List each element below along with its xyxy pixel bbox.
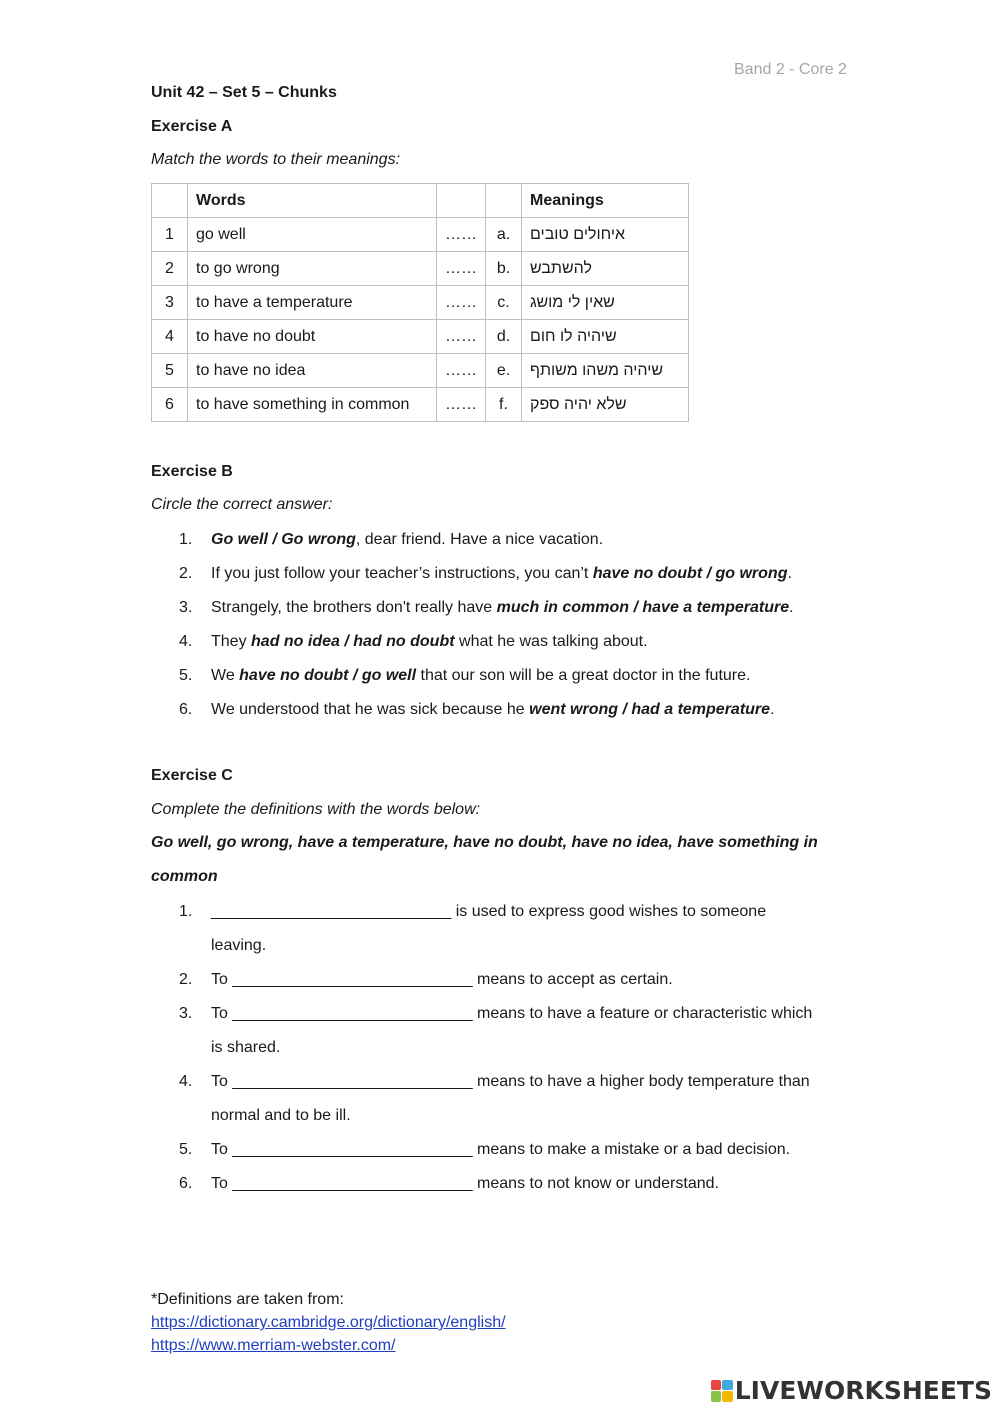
list-item: 6. We understood that he was sick because he went wrong / had a temperature.: [179, 701, 775, 718]
exercise-b-heading: Exercise B: [151, 463, 233, 480]
list-item: [151, 963, 851, 997]
table-row: [152, 286, 689, 320]
table-row: [152, 388, 689, 422]
table-row: [152, 252, 689, 286]
row-letter: f.: [486, 388, 522, 422]
exercise-b-instruction: Circle the correct answer:: [151, 496, 333, 513]
word-bank-line-1: Go well, go wrong, have a temperature, have no doubt, have no idea, have something in: [151, 834, 818, 851]
logo-icon: [711, 1380, 733, 1402]
col-words: Words: [188, 184, 437, 218]
answer-choice[interactable]: went wrong / had a temperature: [529, 701, 771, 718]
logo-text: LIVEWORKSHEETS: [734, 1376, 992, 1405]
definition-text-cont: leaving.: [211, 937, 267, 954]
row-word: go well: [188, 218, 437, 252]
col-meanings: Meanings: [522, 184, 689, 218]
band-label: Band 2 - Core 2: [734, 61, 847, 78]
definition-text[interactable]: To ___________________________ means to have a feature or characteristic which: [211, 1005, 813, 1022]
exercise-a-heading: Exercise A: [151, 118, 233, 135]
item-number: 1.: [179, 903, 193, 920]
list-item: 5. We have no doubt / go well that our son will be a great doctor in the future.: [179, 667, 751, 684]
row-letter: c.: [486, 286, 522, 320]
cambridge-link[interactable]: https://dictionary.cambridge.org/dictionary/english/: [151, 1314, 506, 1331]
merriam-webster-link[interactable]: https://www.merriam-webster.com/: [151, 1337, 396, 1354]
row-word: to have something in common: [188, 388, 437, 422]
row-letter: b.: [486, 252, 522, 286]
definition-text-cont: is shared.: [211, 1039, 281, 1056]
list-item: [151, 997, 851, 1065]
matching-table: [151, 183, 689, 422]
answer-choice[interactable]: much in common / have a temperature: [496, 599, 790, 616]
row-word: to go wrong: [188, 252, 437, 286]
list-item: [151, 1133, 851, 1167]
page-title: Unit 42 – Set 5 – Chunks: [151, 84, 337, 101]
row-num: 6: [152, 388, 188, 422]
exercise-c-list: [151, 895, 851, 1201]
row-num: 5: [152, 354, 188, 388]
definition-text[interactable]: To ___________________________ means to make a mistake or a bad decision.: [211, 1141, 791, 1158]
table-row: [152, 354, 689, 388]
definition-text[interactable]: To ___________________________ means to have a higher body temperature than: [211, 1073, 810, 1090]
row-meaning: להשתבש: [530, 259, 592, 277]
liveworksheets-logo[interactable]: [711, 1376, 992, 1405]
item-number: 2.: [179, 565, 193, 582]
footer-note: *Definitions are taken from:: [151, 1291, 344, 1308]
item-number: 3.: [179, 599, 193, 616]
list-item: 4. They had no idea / had no doubt what he was talking about.: [179, 633, 648, 650]
definition-text[interactable]: To ___________________________ means to not know or understand.: [211, 1175, 719, 1192]
item-number: 3.: [179, 1005, 193, 1022]
definition-text-cont: normal and to be ill.: [211, 1107, 351, 1124]
item-number: 4.: [179, 633, 193, 650]
item-number: 6.: [179, 701, 193, 718]
item-number: 5.: [179, 667, 193, 684]
exercise-c-instruction: Complete the definitions with the words below:: [151, 801, 481, 818]
item-number: 5.: [179, 1141, 193, 1158]
exercise-b-list: [151, 530, 851, 734]
row-num: 3: [152, 286, 188, 320]
row-letter: d.: [486, 320, 522, 354]
definition-text[interactable]: ___________________________ is used to express good wishes to someone: [211, 903, 767, 920]
row-num: 2: [152, 252, 188, 286]
table-row: [152, 320, 689, 354]
row-meaning: שלא יהיה ספק: [530, 395, 627, 413]
row-letter: e.: [486, 354, 522, 388]
answer-choice[interactable]: have no doubt / go wrong: [592, 565, 788, 582]
answer-blank[interactable]: ……: [437, 388, 486, 422]
row-word: to have no idea: [188, 354, 437, 388]
row-meaning: שיהיה לו חום: [530, 327, 617, 345]
answer-choice[interactable]: have no doubt / go well: [239, 667, 417, 684]
item-number: 4.: [179, 1073, 193, 1090]
row-letter: a.: [486, 218, 522, 252]
answer-blank[interactable]: ……: [437, 354, 486, 388]
list-item: [151, 1065, 851, 1133]
answer-blank[interactable]: ……: [437, 218, 486, 252]
row-word: to have no doubt: [188, 320, 437, 354]
list-item: [151, 895, 851, 963]
item-number: 2.: [179, 971, 193, 988]
answer-blank[interactable]: ……: [437, 286, 486, 320]
word-bank-line-2: common: [151, 868, 218, 885]
footer-sources: [151, 1288, 506, 1357]
definition-text[interactable]: To ___________________________ means to accept as certain.: [211, 971, 673, 988]
row-word: to have a temperature: [188, 286, 437, 320]
item-number: 6.: [179, 1175, 193, 1192]
list-item: 3. Strangely, the brothers don't really have much in common / have a temperature.: [179, 599, 794, 616]
answer-choice[interactable]: Go well / Go wrong: [211, 531, 356, 548]
exercise-a-instruction: Match the words to their meanings:: [151, 151, 401, 168]
answer-blank[interactable]: ……: [437, 252, 486, 286]
answer-blank[interactable]: ……: [437, 320, 486, 354]
list-item: [151, 1167, 851, 1201]
row-num: 1: [152, 218, 188, 252]
table-header-row: [152, 184, 689, 218]
answer-choice[interactable]: had no idea / had no doubt: [251, 633, 455, 650]
row-num: 4: [152, 320, 188, 354]
exercise-c-heading: Exercise C: [151, 767, 233, 784]
row-meaning: שיהיה משהו משותף: [530, 361, 664, 379]
list-item: 1. Go well / Go wrong, dear friend. Have a nice vacation.: [179, 531, 604, 548]
item-number: 1.: [179, 531, 193, 548]
list-item: 2. If you just follow your teacher’s instructions, you can’t have no doubt / go wrong.: [179, 565, 792, 582]
row-meaning: איחולים טובים: [530, 225, 626, 243]
row-meaning: שאין לי מושג: [530, 293, 615, 311]
table-row: [152, 218, 689, 252]
